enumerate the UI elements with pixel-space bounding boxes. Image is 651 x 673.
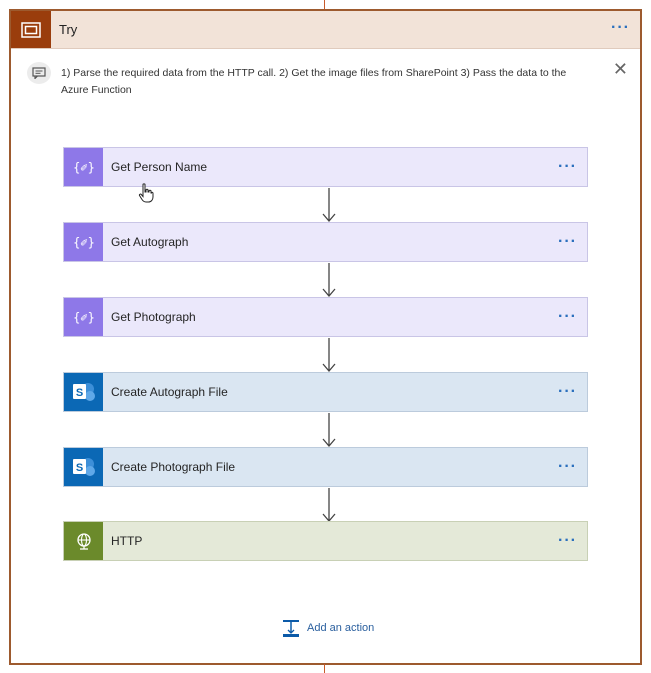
flow-arrow-icon [322,338,336,373]
try-scope [9,9,642,665]
comment-icon [27,62,51,84]
compose-icon [64,298,103,336]
add-an-action-label: Add an action [307,622,375,634]
svg-text:S: S [75,387,83,399]
svg-text:{✐}: {✐} [72,310,95,325]
globe-icon [64,522,103,560]
action-more-options-button[interactable]: ··· [558,458,577,475]
flow-arrow-icon [322,263,336,298]
flow-arrow-icon [322,488,336,523]
action-http[interactable] [63,521,588,561]
scope-icon [11,11,51,48]
action-label: Get Photograph [111,310,196,324]
comment-text: 1) Parse the required data from the HTTP call. 2) Get the image files from SharePoint 3) Pass the data to the Azure Function [61,67,567,96]
action-create-photograph-file[interactable] [63,447,588,487]
svg-text:{✐}: {✐} [72,160,95,175]
action-more-options-button[interactable]: ··· [558,158,577,175]
action-create-autograph-file[interactable] [63,372,588,412]
mouse-pointer-hand-icon [138,183,154,203]
action-more-options-button[interactable]: ··· [558,308,577,325]
compose-icon [64,223,103,261]
scope-header[interactable] [11,11,640,49]
action-more-options-button[interactable]: ··· [558,233,577,250]
action-label: Create Autograph File [111,385,228,399]
sharepoint-icon [64,448,103,486]
action-label: HTTP [111,534,143,548]
scope-comment [11,49,640,109]
action-get-photograph[interactable] [63,297,588,337]
bottom-connector-line [324,664,325,673]
action-more-options-button[interactable]: ··· [558,532,577,549]
flow-arrow-icon [322,188,336,223]
action-get-autograph[interactable] [63,222,588,262]
scope-more-options-button[interactable]: ··· [611,19,630,36]
top-connector-line [324,0,325,9]
action-label: Get Autograph [111,235,189,249]
action-label: Create Photograph File [111,460,236,474]
sharepoint-icon [64,373,103,411]
svg-text:{✐}: {✐} [72,235,95,250]
action-more-options-button[interactable]: ··· [558,383,577,400]
add-action-icon [281,618,301,638]
scope-title: Try [59,22,78,37]
svg-text:S: S [75,462,83,474]
compose-icon [64,148,103,186]
add-an-action-button[interactable] [281,617,374,639]
flow-arrow-icon [322,413,336,448]
action-get-person-name[interactable] [63,147,588,187]
action-label: Get Person Name [111,160,208,174]
close-comment-icon[interactable]: ✕ [612,59,628,79]
